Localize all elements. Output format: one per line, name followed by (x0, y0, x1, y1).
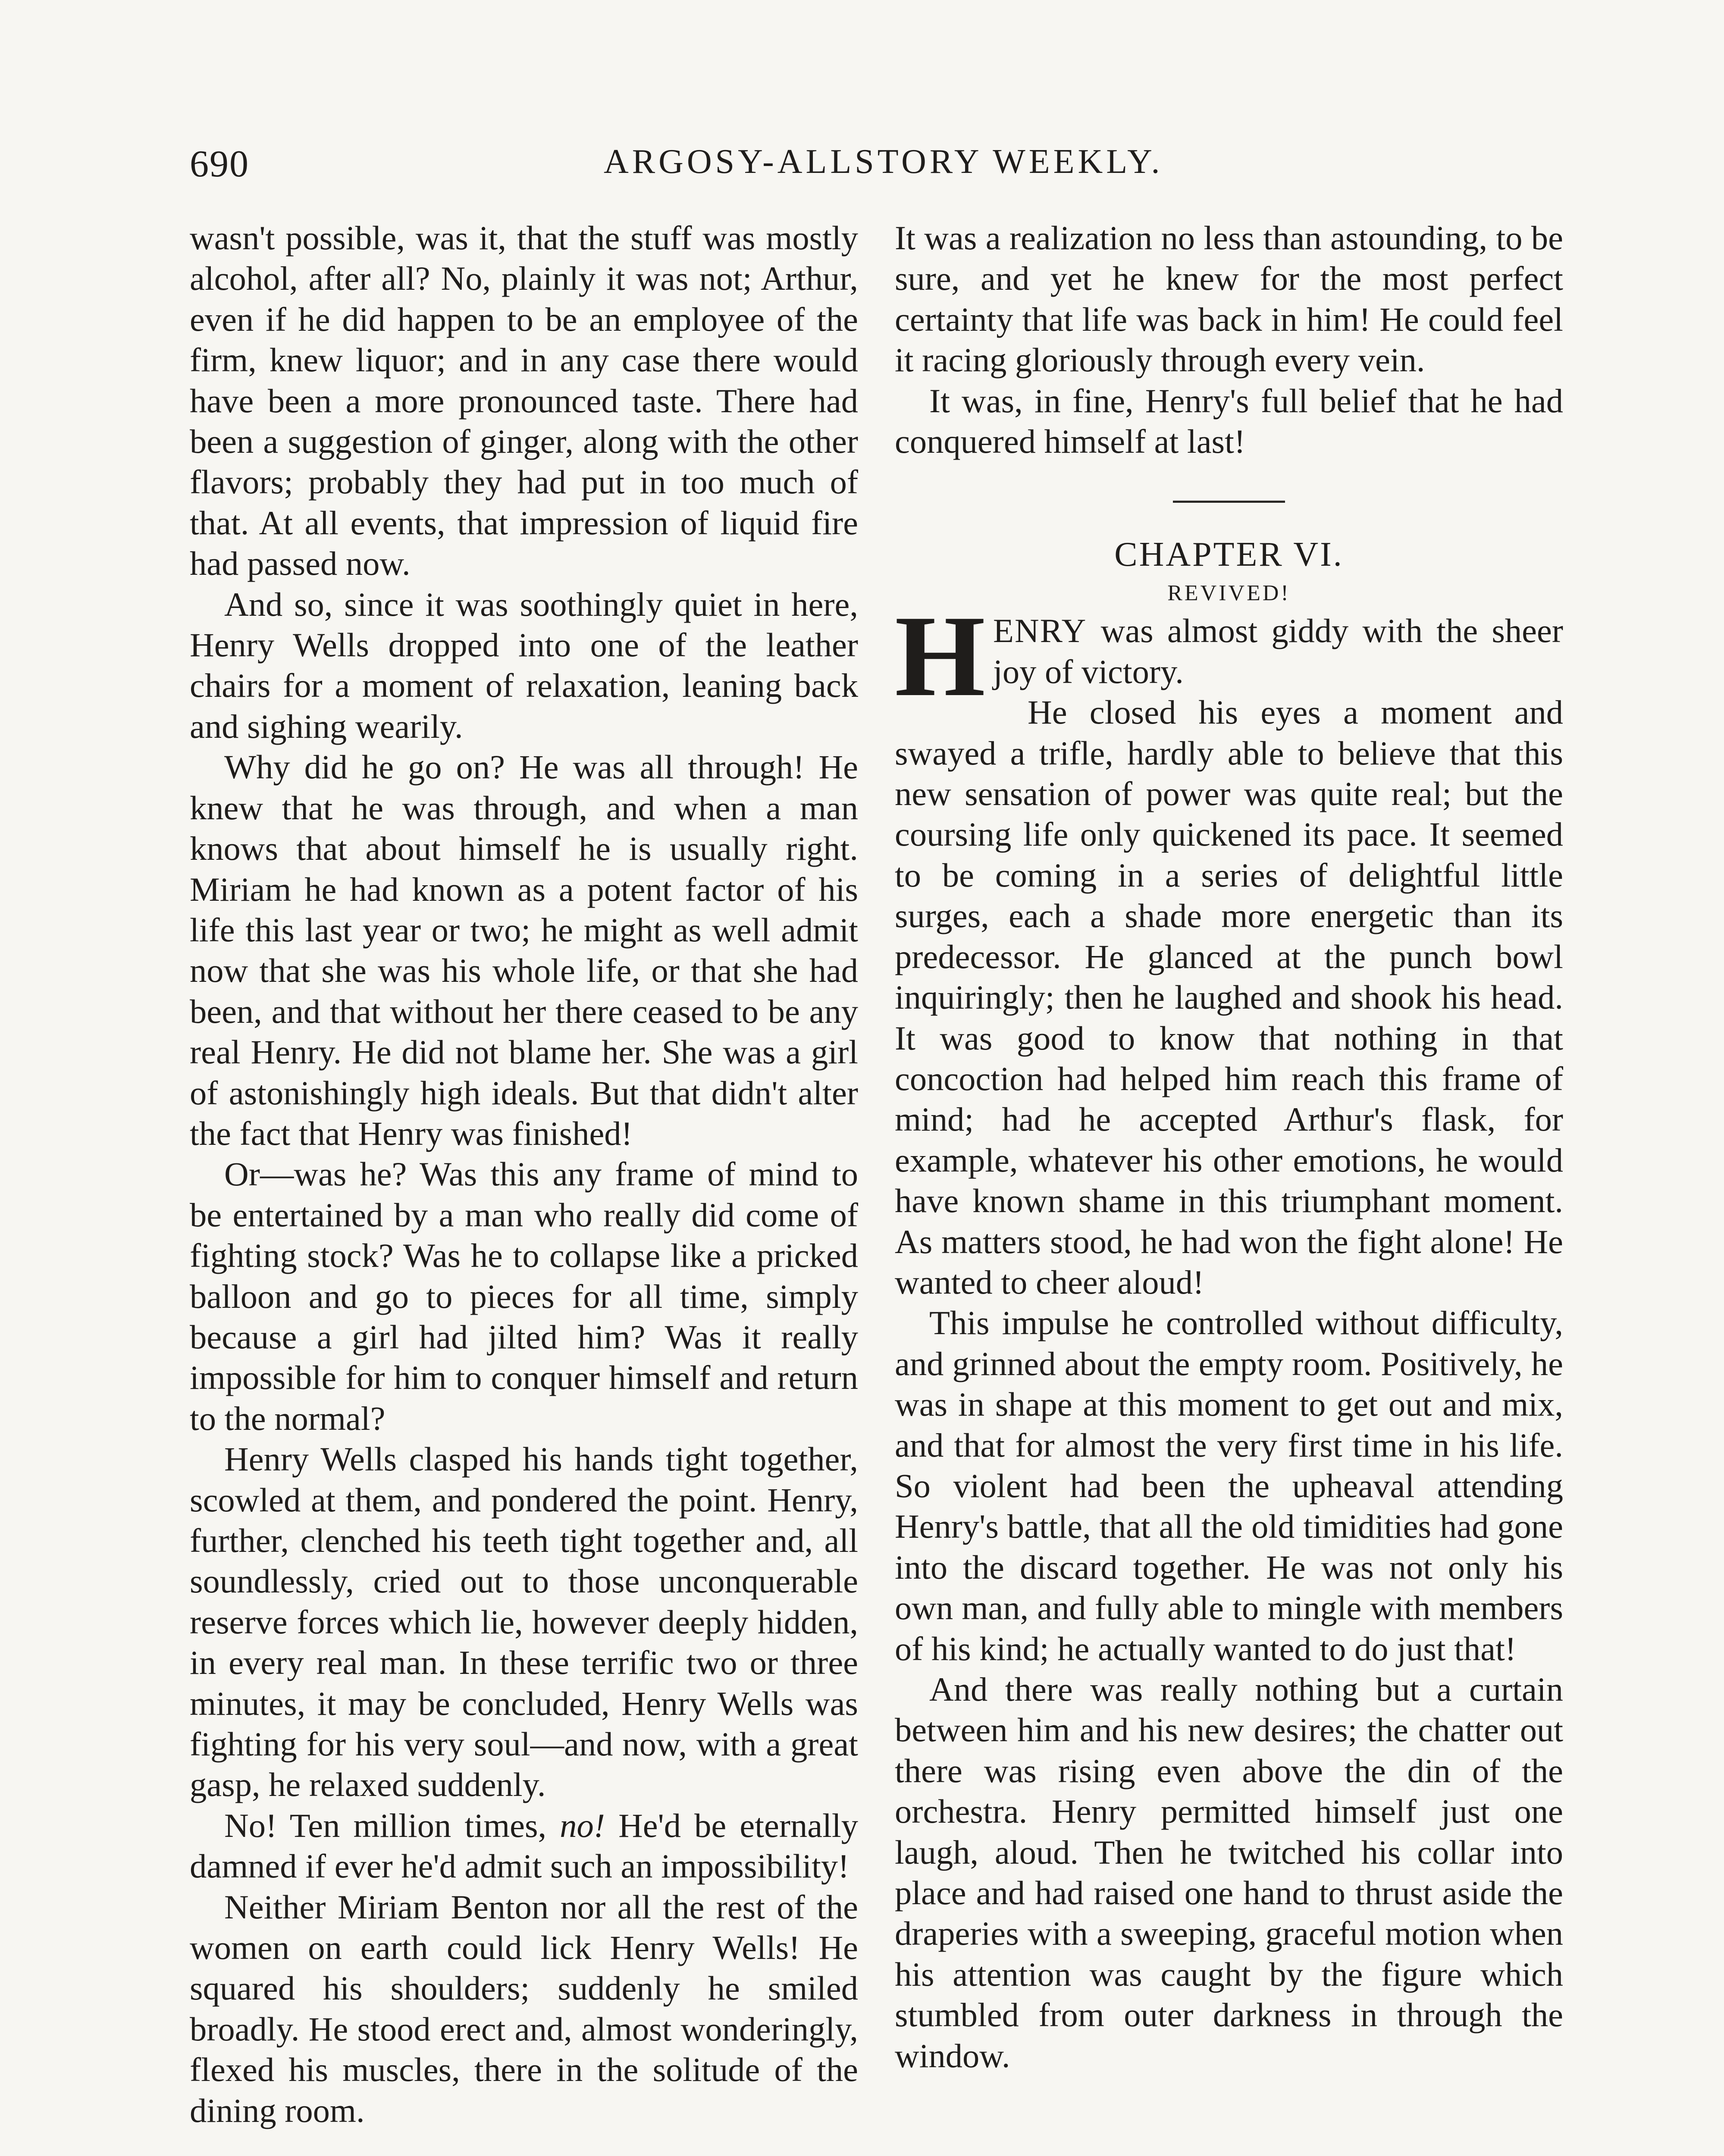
left-column (190, 218, 858, 2131)
chapter-title: CHAPTER VI. (1114, 536, 1344, 574)
running-head: ARGOSY-ALLSTORY WEEKLY. (604, 143, 1163, 181)
body-paragraph: Neither Miriam Benton nor all the rest of the women on earth could lick Henry Wells! He squared his shoulders; suddenly he smiled broadly. He stood erect and, almost wonderingly, flexed his muscles, there in the solitude of the dining room. (190, 1888, 858, 2129)
body-paragraph: This impulse he controlled without difficulty, and grinned about the empty room. Positively, he was in shape at this moment to get out and mix, and that for almost the very first time in his life. So violent had been the upheaval attending Henry's battle, that all the old timidities had gone into the discard together. He was not only his own man, and fully able to mingle with members of his kind; he actually wanted to do just that! (895, 1304, 1563, 1667)
body-paragraph: wasn't possible, was it, that the stuff was mostly alcohol, after all? No, plainly it was not; Arthur, even if he did happen to be an employee of the firm, knew liquor; and in any case there would have been a more pronounced taste. There had been a suggestion of ginger, along with the other flavors; probably they had put in too much of that. At all events, that impression of liquid fire had passed now. (190, 219, 858, 583)
body-paragraph: Henry Wells clasped his hands tight together, scowled at them, and pondered the point. Henry, further, clenched his teeth tight together and, all soundlessly, cried out to those unconquerable reserve forces which lie, however deeply hidden, in every real man. In these terrific two or three minutes, it may be concluded, Henry Wells was fighting for his very soul—and now, with a great gasp, he relaxed suddenly. (190, 1440, 858, 1804)
body-paragraph: It was, in fine, Henry's full belief that he had conquered himself at last! (895, 382, 1563, 461)
drop-cap: H (895, 592, 986, 721)
emphasized-text: no! (560, 1806, 605, 1844)
body-paragraph: He closed his eyes a moment and swayed a trifle, hardly able to believe that this new sensation of power was quite real; but the coursing life only quickened its pace. It seemed to be coming in a series of delightful little surges, each a shade more energetic than its predecessor. He glanced at the punch bowl inquiringly; then he laughed and shook his head. It was good to know that nothing in that concoction had helped him reach this frame of mind; had he accepted Arthur's flask, for example, whatever his other emotions, he would have known shame in this triumphant moment. As matters stood, he had won the fight alone! He wanted to cheer aloud! (895, 693, 1563, 1301)
page-number: 690 (190, 143, 249, 185)
right-column (895, 218, 1563, 2076)
chapter-subtitle: REVIVED! (1167, 581, 1291, 606)
page-header (190, 142, 1570, 198)
text-run: No! Ten million times, (224, 1806, 560, 1844)
section-divider (1173, 501, 1285, 503)
text-run: He'd be eternally damned if ever he'd admit such an impossibility! (190, 1806, 858, 1885)
body-paragraph: And so, since it was soothingly quiet in here, Henry Wells dropped into one of the leather chairs for a moment of relaxation, leaning back and sighing wearily. (190, 585, 858, 745)
body-paragraph: Why did he go on? He was all through! He knew that he was through, and when a man knows that about himself he is usually right. Miriam he had known as a potent factor of his life this last year or two; he might as well admit now that she was his whole life, or that she had been, and that without her there ceased to be any real Henry. He did not blame her. She was a girl of astonishingly high ideals. But that didn't alter the fact that Henry was finished! (190, 748, 858, 1152)
body-paragraph: Or—was he? Was this any frame of mind to be entertained by a man who really did come of fighting stock? Was he to collapse like a pricked balloon and go to pieces for all time, simply because a girl had jilted him? Was it really impossible for him to conquer himself and return to the normal? (190, 1155, 858, 1437)
text-run: was almost giddy with the sheer joy of victory. (993, 612, 1563, 690)
body-paragraph: And there was really nothing but a curtain between him and his new desires; the chatter out there was rising even above the din of the orchestra. Henry permitted himself just one laugh, aloud. Then he twitched his collar into place and had raised one hand to thrust aside the draperies with a sweeping, graceful motion when his attention was caught by the figure which stumbled from outer darkness in through the window. (895, 1670, 1563, 2075)
lead-in-word: ENRY (993, 612, 1087, 650)
body-paragraph (190, 1805, 858, 1887)
body-paragraph: It was a realization no less than astounding, to be sure, and yet he knew for the most perfect certainty that life was back in him! He could feel it racing gloriously through every vein. (895, 219, 1563, 379)
